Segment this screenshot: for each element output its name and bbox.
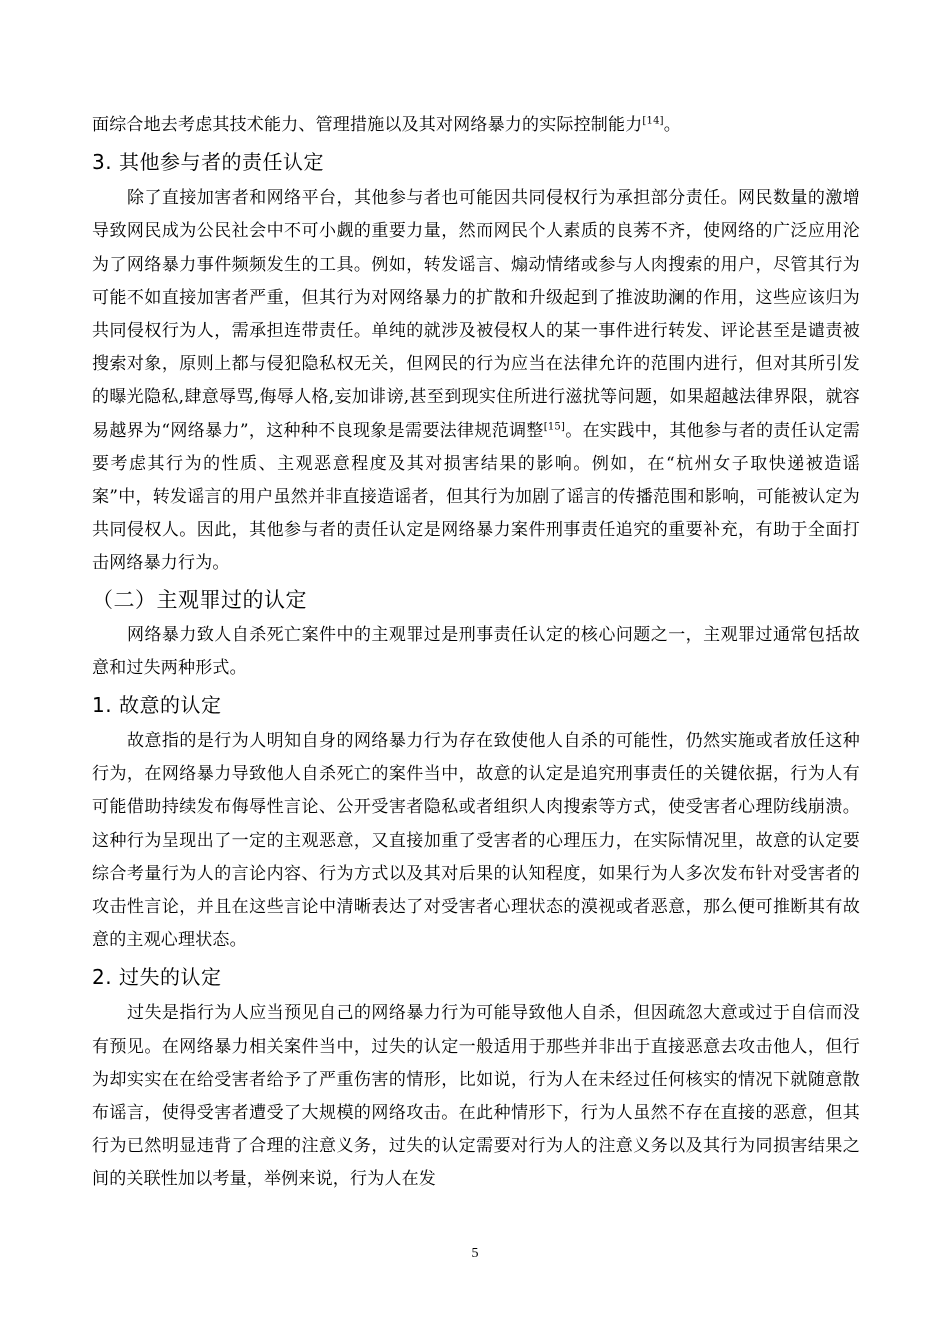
paragraph-text: 网络暴力致人自杀死亡案件中的主观罪过是刑事责任认定的核心问题之一，主观罪过通常包括故意和过失两种形式。 (92, 624, 860, 678)
paragraph-text: 面综合地去考虑其技术能力、管理措施以及其对网络暴力的实际控制能力 (92, 115, 643, 135)
paragraph-text: 除了直接加害者和网络平台，其他参与者也可能因共同侵权行为承担部分责任。网民数量的激增导致网民成为公民社会中不可小觑的重要力量，然而网民个人素质的良莠不齐，使网络的广泛应用沦为了网络暴力事件频频发生的工具。例如，转发谣言、煽动情绪或参与人肉搜索的用户，尽管其行为可能不如直接加害者严重，但其行为对网络暴力的扩散和升级起到了推波助澜的作用，这些应该归为共同侵权行为人，需承担连带责任。单纯的就涉及被侵权人的某一事件进行转发、评论甚至是谴责被搜索对象，原则上都与侵犯隐私权无关，但网民的行为应当在法律允许的范围内进行，但对其所引发的曝光隐私,肆意辱骂,侮辱人格,妄加诽谤,甚至到现实住所进行滋扰等问题，如果超越法律界限，就容易越界为“网络暴力”，这种种不良现象是需要法律规范调整 (92, 188, 860, 441)
paragraph-intent (92, 725, 860, 957)
paragraph-subjective-fault-intro (92, 619, 860, 685)
section-heading-intent: 1. 故意的认定 (92, 693, 222, 718)
paragraph-text: 过失是指行为人应当预见自己的网络暴力行为可能导致他人自杀，但因疏忽大意或过于自信而没有预见。在网络暴力相关案件当中，过失的认定一般适用于那些并非出于直接恶意去攻击他人，但行为却实实在在给受害者给予了严重伤害的情形，比如说，行为人在未经过任何核实的情况下就随意散布谣言，使得受害者遭受了大规模的网络攻击。在此种情形下，行为人虽然不存在直接的恶意，但其行为已然明显违背了合理的注意义务，过失的认定需要对行为人的注意义务以及其行为同损害结果之间的关联性加以考量，举例来说，行为人在发 (92, 1003, 860, 1190)
page-number: 5 (471, 1246, 479, 1261)
section-heading-other-participants: 3. 其他参与者的责任认定 (92, 150, 324, 175)
paragraph-text: 故意指的是行为人明知自身的网络暴力行为存在致使他人自杀的可能性，仍然实施或者放任这种行为，在网络暴力导致他人自杀死亡的案件当中，故意的认定是追究刑事责任的关键依据，行为人有可能借助持续发布侮辱性言论、公开受害者隐私或者组织人肉搜索等方式，使受害者心理防线崩溃。这种行为呈现出了一定的主观恶意，又直接加重了受害者的心理压力，在实际情况里，故意的认定要综合考量行为人的言论内容、行为方式以及其对后果的认知程度，如果行为人多次发布针对受害者的攻击性言论，并且在这些言论中清晰表达了对受害者心理状态的漠视或者恶意，那么便可推断其有故意的主观心理状态。 (92, 731, 860, 951)
section-heading-subjective-fault: （二）主观罪过的认定 (92, 587, 307, 612)
citation-15: [15] (543, 420, 566, 432)
citation-14: [14] (642, 115, 664, 127)
paragraph-tail: 。在实践中，其他参与者的责任认定需要考虑其行为的性质、主观恶意程度及其对损害结果的影响。例如，在“杭州女子取快递被造谣案”中，转发谣言的用户虽然并非直接造谣者，但其行为加剧了谣言的传播范围和影响，可能被认定为共同侵权人。因此，其他参与者的责任认定是网络暴力案件刑事责任追究的重要补充，有助于全面打击网络暴力行为。 (92, 420, 860, 574)
paragraph-tail: 。 (663, 115, 681, 135)
paragraph-platform-conclusion (92, 109, 860, 142)
paragraph-other-participants (92, 182, 860, 580)
paragraph-negligence (92, 997, 860, 1196)
page-body (92, 109, 860, 1197)
section-heading-negligence: 2. 过失的认定 (92, 965, 222, 990)
